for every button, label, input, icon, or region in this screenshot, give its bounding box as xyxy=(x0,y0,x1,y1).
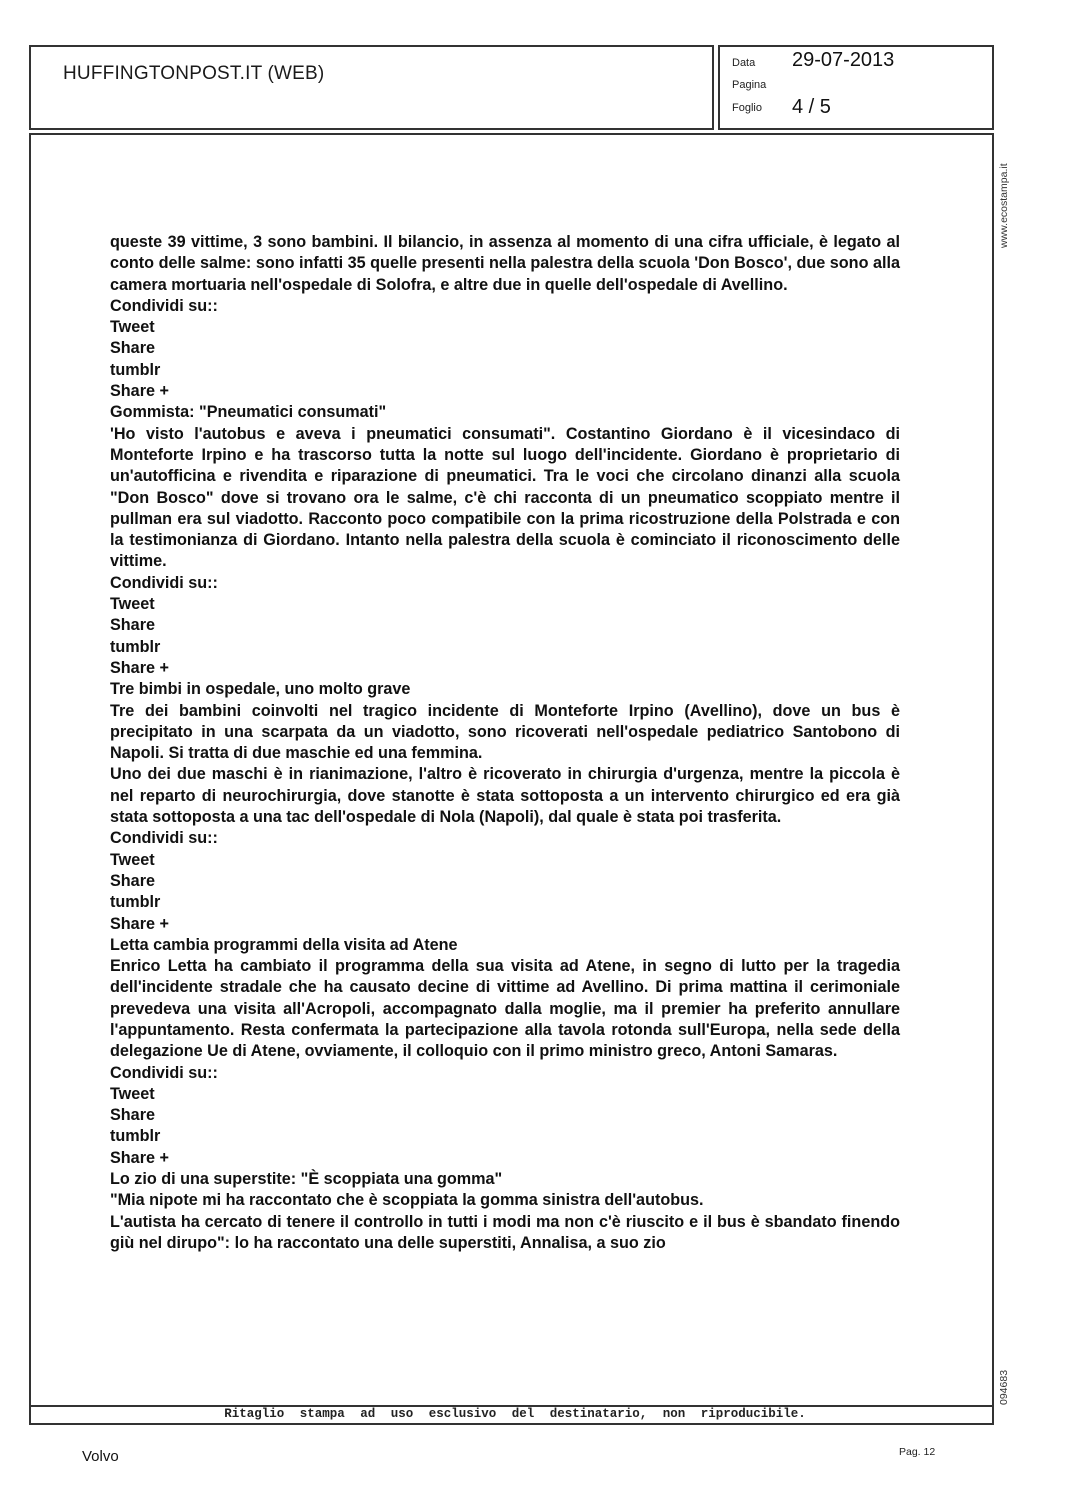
foglio-value: 4 / 5 xyxy=(792,96,831,118)
section-heading: Lo zio di una superstite: "È scoppiata una gomma" xyxy=(110,1170,503,1189)
share-link[interactable]: Share xyxy=(110,616,155,635)
share-block xyxy=(110,296,900,402)
header-meta-box xyxy=(718,45,994,130)
tweet-link[interactable]: Tweet xyxy=(110,318,155,337)
brand-label: Volvo xyxy=(82,1448,119,1465)
clipping-disclaimer: Ritaglio stampa ad uso esclusivo del destinatario, non riproducibile. xyxy=(224,1407,806,1421)
section-paragraph: Tre dei bambini coinvolti nel tragico incidente di Monteforte Irpino (Avellino), dove un bus è precipitato in una scarpata da un viadotto, sono ricoverati nell'ospedale pediatrico Santobono di Napoli. Si tratta di due maschie ed una femmina. xyxy=(110,701,900,763)
share-plus-link[interactable]: Share + xyxy=(110,1148,169,1167)
share-block xyxy=(110,828,900,934)
section-paragraph: Enrico Letta ha cambiato il programma della sua visita ad Atene, in segno di lutto per la tragedia dell'incidente stradale che ha causato decine di vittime ad Avellino. Di prima mattina il cerimoniale prevedeva una visita all'Acropoli, accompagnato dalla moglie, ma il premier ha preferito annullare l'appuntamento. Resta confermata la partecipazione alla tavola rotonda sull'Europa, nella sede della delegazione Ue di Atene, ovviamente, il colloquio con il primo ministro greco, Antoni Samaras. xyxy=(110,957,900,1061)
section-paragraph: "Mia nipote mi ha raccontato che è scoppiata la gomma sinistra dell'autobus. xyxy=(110,1191,704,1210)
data-value: 29-07-2013 xyxy=(792,49,895,71)
tweet-link[interactable]: Tweet xyxy=(110,850,155,869)
section-paragraph: 'Ho visto l'autobus e aveva i pneumatici consumati". Costantino Giordano è il vicesindaco di Monteforte Irpino e ha trascorso tutta la notte sul luogo dell'incidente. Giordano è proprietario di un'autofficina e rivendita e riparazione di pneumatici. Tra le voci che circolano dinanzi alla scuola "Don Bosco" dove si trovano ora le salme, c'è chi racconta di un pneumatico scoppiato mentre il pullman era sul viadotto. Racconto poco compatibile con la prima ricostruzione della Polstrada e con la testimonianza di Giordano. Intanto nella palestra della scuola è cominciato il riconoscimento delle vittime. xyxy=(110,424,900,571)
share-plus-link[interactable]: Share + xyxy=(110,382,169,401)
clipping-code: 094683 xyxy=(998,1369,1010,1405)
share-plus-link[interactable]: Share + xyxy=(110,914,169,933)
section-heading: Gommista: "Pneumatici consumati" xyxy=(110,403,387,422)
data-label: Data xyxy=(732,57,756,69)
section-heading: Letta cambia programmi della visita ad Atene xyxy=(110,935,458,954)
tweet-link[interactable]: Tweet xyxy=(110,595,155,614)
section-paragraph: Uno dei due maschi è in rianimazione, l'altro è ricoverato in chirurgia d'urgenza, mentre la piccola è nel reparto di neurochirurgia, dove stanotte è stata sottoposta a un intervento chirurgico ed era già stata sottoposta a una tac dell'ospedale di Nola (Napoli), dal quale è stata poi trasferita. xyxy=(110,765,900,827)
tumblr-link[interactable]: tumblr xyxy=(110,1127,161,1146)
share-block xyxy=(110,1063,900,1169)
share-label: Condividi su:: xyxy=(110,1063,218,1082)
share-block xyxy=(110,573,900,679)
tumblr-link[interactable]: tumblr xyxy=(110,360,161,379)
source-title: HUFFINGTONPOST.IT (WEB) xyxy=(63,63,325,84)
section-heading: Tre bimbi in ospedale, uno molto grave xyxy=(110,680,411,699)
share-label: Condividi su:: xyxy=(110,296,218,315)
share-label: Condividi su:: xyxy=(110,829,218,848)
pagina-label: Pagina xyxy=(732,79,767,91)
section-paragraph: L'autista ha cercato di tenere il controllo in tutti i modi ma non c'è riuscito e il bus è sbandato finendo giù nel dirupo": lo ha raccontato una delle superstiti, Annalisa, a suo zio xyxy=(110,1212,900,1252)
share-label: Condividi su:: xyxy=(110,573,218,592)
tweet-link[interactable]: Tweet xyxy=(110,1084,155,1103)
foglio-label: Foglio xyxy=(732,102,762,114)
header-source-box xyxy=(29,45,714,130)
share-link[interactable]: Share xyxy=(110,339,155,358)
tumblr-link[interactable]: tumblr xyxy=(110,637,161,656)
share-link[interactable]: Share xyxy=(110,871,155,890)
tumblr-link[interactable]: tumblr xyxy=(110,893,161,912)
article-body xyxy=(110,232,900,1254)
share-plus-link[interactable]: Share + xyxy=(110,658,169,677)
share-link[interactable]: Share xyxy=(110,1106,155,1125)
article-intro: queste 39 vittime, 3 sono bambini. Il bilancio, in assenza al momento di una cifra ufficiale, è legato al conto delle salme: sono infatti 35 quelle presenti nella palestra della scuola 'Don Bosco', due sono alla camera mortuaria nell'ospedale di Solofra, e altre due in quelle dell'ospedale di Avellino. xyxy=(110,233,900,294)
page-number: Pag. 12 xyxy=(899,1446,936,1458)
ecostampa-url: www.ecostampa.it xyxy=(998,163,1010,248)
